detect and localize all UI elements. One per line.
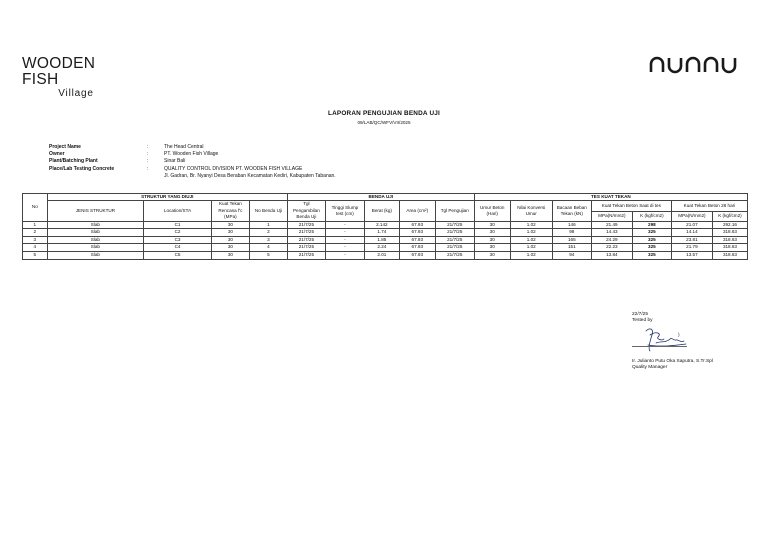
info-value: Sinar Bali [164,158,186,165]
col-no-benda-uji: No Benda Uji [249,201,287,221]
info-label: Plant/Batching Plant [49,158,98,165]
cell-area: 67.93 [399,252,435,260]
info-label [49,173,147,180]
cell-berat: 2.01 [364,252,399,260]
cell-jenis: Slab [47,236,144,244]
header-line: test (cm) [335,211,354,217]
cell-konv: 1.02 [510,236,552,244]
cell-tgl_uji: 21/7/25 [435,229,474,237]
cell-nb: 1 [249,221,287,229]
col-tgl-pengujian: Tgl Pengujian [435,201,474,221]
info-value: PT. Wooden Fish Village [164,151,219,158]
table-row [23,244,748,252]
group-tes-kuat-tekan: TES KUAT TEKAN [474,194,747,201]
cell-slump: - [325,244,364,252]
signature-area [632,325,713,359]
col-berat: Berat (kg) [364,201,399,221]
cell-konv: 1.02 [510,221,552,229]
cell-mpa28: 13.57 [671,252,712,260]
info-value: Jl. Gadran, Br. Nyanyi Desa Beraban Kecamatan Kediri, Kabupaten Tabanan. [164,172,336,179]
header-line: Umur [525,211,537,217]
cell-tgl_uji: 21/7/25 [435,244,474,252]
info-label: Project Name [49,144,81,150]
info-separator: : [147,158,149,165]
cell-tgl: 21/7/25 [287,229,325,237]
header-line: Nilai Konversi [517,204,546,210]
signer-role: Quality Manager [632,365,668,371]
header-line: Tekan (kN) [560,211,583,217]
cell-konv: 1.02 [510,252,552,260]
cell-jenis: Slab [47,221,144,229]
handwritten-signature-icon [642,325,702,355]
info-row-address [49,173,336,180]
cell-nb: 4 [249,244,287,252]
info-separator: : [147,151,149,158]
cell-k28: 318.63 [712,229,747,237]
cell-slump: - [325,236,364,244]
cell-slump: - [325,252,364,260]
info-label: Place/Lab Testing Concrete [49,165,115,172]
col-umur-beton [474,201,510,221]
cell-tgl: 21/7/25 [287,244,325,252]
cell-slump: - [325,221,364,229]
cell-no: 1 [23,221,48,229]
header-line: Umur Beton [479,204,505,210]
col-mpa-28: MPa(N/mm2) [671,211,712,221]
header-line: Tgl [303,201,310,207]
cell-fc: 30 [211,236,249,244]
signature-block [632,312,713,372]
header-line: (Hari) [486,211,498,217]
cell-tgl: 21/7/25 [287,236,325,244]
cell-mpa28: 21.79 [671,244,712,252]
test-results-table [22,193,748,260]
cell-nb: 2 [249,229,287,237]
cell-no: 4 [23,244,48,252]
table-row [23,236,748,244]
info-label: Owner [49,151,65,158]
report-number: 09/LAB/QC/WFV/VII/2025 [357,120,411,125]
cell-tgl_uji: 21/7/25 [435,236,474,244]
cell-no: 5 [23,252,48,260]
group-header-row [23,194,748,201]
cell-bacaan: 98 [552,229,591,237]
cell-no: 2 [23,229,48,237]
col-nilai-konversi [510,201,552,221]
table-row [23,221,748,229]
cell-umur: 30 [474,252,510,260]
cell-umur: 30 [474,221,510,229]
cell-k: 325 [632,252,671,260]
cell-area: 67.93 [399,244,435,252]
cell-tgl_uji: 21/7/25 [435,221,474,229]
cell-konv: 1.02 [510,244,552,252]
col-area: Area (cm²) [399,201,435,221]
cell-berat: 2.142 [364,221,399,229]
cell-k28: 318.63 [712,236,747,244]
col-kuat-tekan-saat-tes: Kuat Tekan Beton Saat di tes [591,201,671,211]
cell-bacaan: 165 [552,236,591,244]
header-line: Rencana f'c [218,207,243,213]
cell-fc: 30 [211,229,249,237]
cell-tgl: 21/7/25 [287,221,325,229]
header-line: Benda Uji [296,214,317,220]
cell-tgl_uji: 21/7/25 [435,252,474,260]
cell-mpa: 13.84 [591,252,632,260]
cell-k28: 318.63 [712,252,747,260]
cell-umur: 30 [474,236,510,244]
cell-no: 3 [23,236,48,244]
report-title: LAPORAN PENGUJIAN BENDA UJI [327,110,441,117]
wooden-fish-village-logo [22,56,132,99]
info-row-plant [49,158,336,165]
col-no: No [23,194,48,222]
cell-jenis: Slab [47,244,144,252]
cell-k: 325 [632,244,671,252]
nuanu-wordmark-icon [648,54,742,76]
cell-fc: 30 [211,244,249,252]
table-row [23,252,748,260]
project-info [49,144,336,180]
group-benda-uji: BENDA UJI [287,194,474,201]
table-body [23,221,748,259]
signature-line [632,346,687,347]
signature-mark: ) [678,332,680,338]
info-separator [147,173,164,180]
col-mpa: MPa(N/mm2) [591,211,632,221]
cell-jenis: Slab [47,229,144,237]
cell-area: 67.93 [399,236,435,244]
col-location: Location/STA [144,201,212,221]
cell-bacaan: 94 [552,252,591,260]
tested-by-label: Tested by [632,318,653,324]
cell-berat: 2.24 [364,244,399,252]
cell-area: 67.93 [399,221,435,229]
info-value: QUALITY CONTROL DIVISION PT. WOODEN FISH VILLAGE [164,165,303,172]
col-tgl-pengambilan [287,201,325,221]
cell-nb: 5 [249,252,287,260]
header-line: (MPa) [224,214,237,220]
cell-umur: 30 [474,244,510,252]
nuanu-logo [648,54,742,81]
header-line: Pengambilan [292,207,320,213]
info-row-place [49,166,336,173]
cell-mpa: 22.23 [591,244,632,252]
cell-loc: C3 [144,236,212,244]
col-kgcm: K (kgf/cm2) [632,211,671,221]
header-line: Kuat Tekan [218,201,242,207]
cell-k28: 318.63 [712,244,747,252]
cell-konv: 1.02 [510,229,552,237]
cell-k: 325 [632,236,671,244]
cell-k: 298 [632,221,671,229]
cell-berat: 1.74 [364,229,399,237]
cell-umur: 30 [474,229,510,237]
logo-line-2: Village [58,88,94,99]
info-value: The Head Central [164,144,204,150]
logo-line-1: WOODEN FISH [22,55,96,88]
col-tinggi-slump [325,201,364,221]
info-row-project [49,144,336,151]
cell-loc: C1 [144,221,212,229]
col-bacaan-beban [552,201,591,221]
cell-k28: 292.16 [712,221,747,229]
cell-berat: 1.85 [364,236,399,244]
cell-bacaan: 151 [552,244,591,252]
cell-jenis: Slab [47,252,144,260]
info-row-owner [49,151,336,158]
cell-area: 67.93 [399,229,435,237]
cell-loc: C5 [144,252,212,260]
cell-tgl: 21/7/25 [287,252,325,260]
col-jenis-struktur: JENIS STRUKTUR [47,201,144,221]
cell-mpa28: 14.14 [671,229,712,237]
cell-fc: 30 [211,252,249,260]
info-separator: : [147,144,149,150]
header-line: Bacaan Beban [556,204,587,210]
cell-loc: C4 [144,244,212,252]
cell-fc: 30 [211,221,249,229]
col-kgcm-28: K (kgf/cm2) [712,211,747,221]
col-kuat-tekan-28-hari: Kuat Tekan Beton 28 hari [671,201,747,211]
group-struktur: STRUKTUR YANG DIUJI [47,194,287,201]
cell-slump: - [325,229,364,237]
col-kuat-tekan-rencana [211,201,249,221]
table-row [23,229,748,237]
signer-name: Ir. Julianto Putu Oka Saputra, S.Tr.Spl [632,358,713,364]
cell-mpa: 21.49 [591,221,632,229]
cell-mpa: 24.29 [591,236,632,244]
signature-date: 22/7/25 [632,312,649,317]
cell-bacaan: 146 [552,221,591,229]
cell-loc: C2 [144,229,212,237]
cell-mpa28: 23.81 [671,236,712,244]
cell-k: 325 [632,229,671,237]
header-line: Tinggi Slump [331,204,359,210]
cell-mpa28: 21.07 [671,221,712,229]
cell-mpa: 14.43 [591,229,632,237]
info-separator: : [147,165,149,172]
cell-nb: 3 [249,236,287,244]
